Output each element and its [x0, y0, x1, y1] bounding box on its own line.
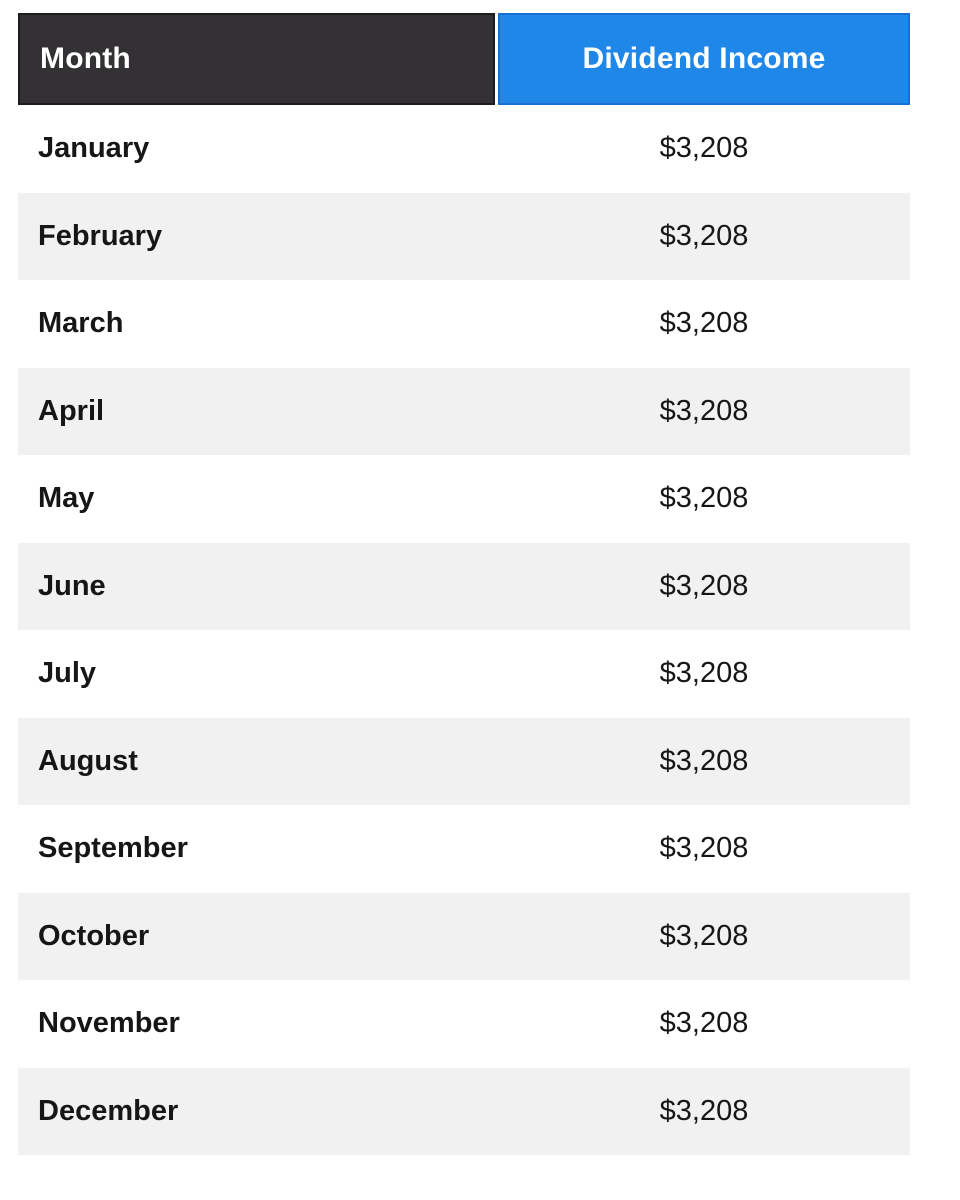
dividend-value-cell: $3,208: [659, 919, 749, 952]
table-row: [18, 543, 910, 631]
month-cell: November: [38, 1007, 180, 1040]
table-body: [18, 105, 910, 1155]
table-row: [18, 805, 910, 893]
dividend-value-cell: $3,208: [659, 569, 749, 602]
table-row: [18, 630, 910, 718]
month-cell: May: [38, 482, 95, 515]
table-row: [18, 718, 910, 806]
dividend-value-cell: $3,208: [659, 219, 749, 252]
month-cell: October: [38, 919, 150, 952]
dividend-value-cell: $3,208: [659, 744, 749, 777]
month-cell: April: [38, 394, 105, 427]
table-header-row: [18, 13, 910, 105]
dividend-value-cell: $3,208: [659, 132, 749, 165]
column-header-dividend-income: Dividend Income: [498, 13, 910, 105]
month-cell: August: [38, 744, 138, 777]
month-cell: December: [38, 1094, 179, 1127]
table-row: [18, 105, 910, 193]
month-cell: January: [38, 132, 150, 165]
dividend-value-cell: $3,208: [659, 394, 749, 427]
month-cell: September: [38, 832, 188, 865]
dividend-value-cell: $3,208: [659, 307, 749, 340]
dividend-value-cell: $3,208: [659, 832, 749, 865]
dividend-value-cell: $3,208: [659, 482, 749, 515]
dividend-income-table: [18, 13, 910, 1155]
table-row: [18, 193, 910, 281]
table-row: [18, 893, 910, 981]
dividend-value-cell: $3,208: [659, 1007, 749, 1040]
dividend-value-cell: $3,208: [659, 1094, 749, 1127]
month-cell: February: [38, 219, 163, 252]
column-header-month: Month: [18, 13, 495, 105]
table-row: [18, 980, 910, 1068]
month-cell: July: [38, 657, 97, 690]
table-row: [18, 455, 910, 543]
dividend-value-cell: $3,208: [659, 657, 749, 690]
table-row: [18, 280, 910, 368]
month-cell: March: [38, 307, 124, 340]
table-row: [18, 368, 910, 456]
month-cell: June: [38, 569, 106, 602]
table-row: [18, 1068, 910, 1156]
